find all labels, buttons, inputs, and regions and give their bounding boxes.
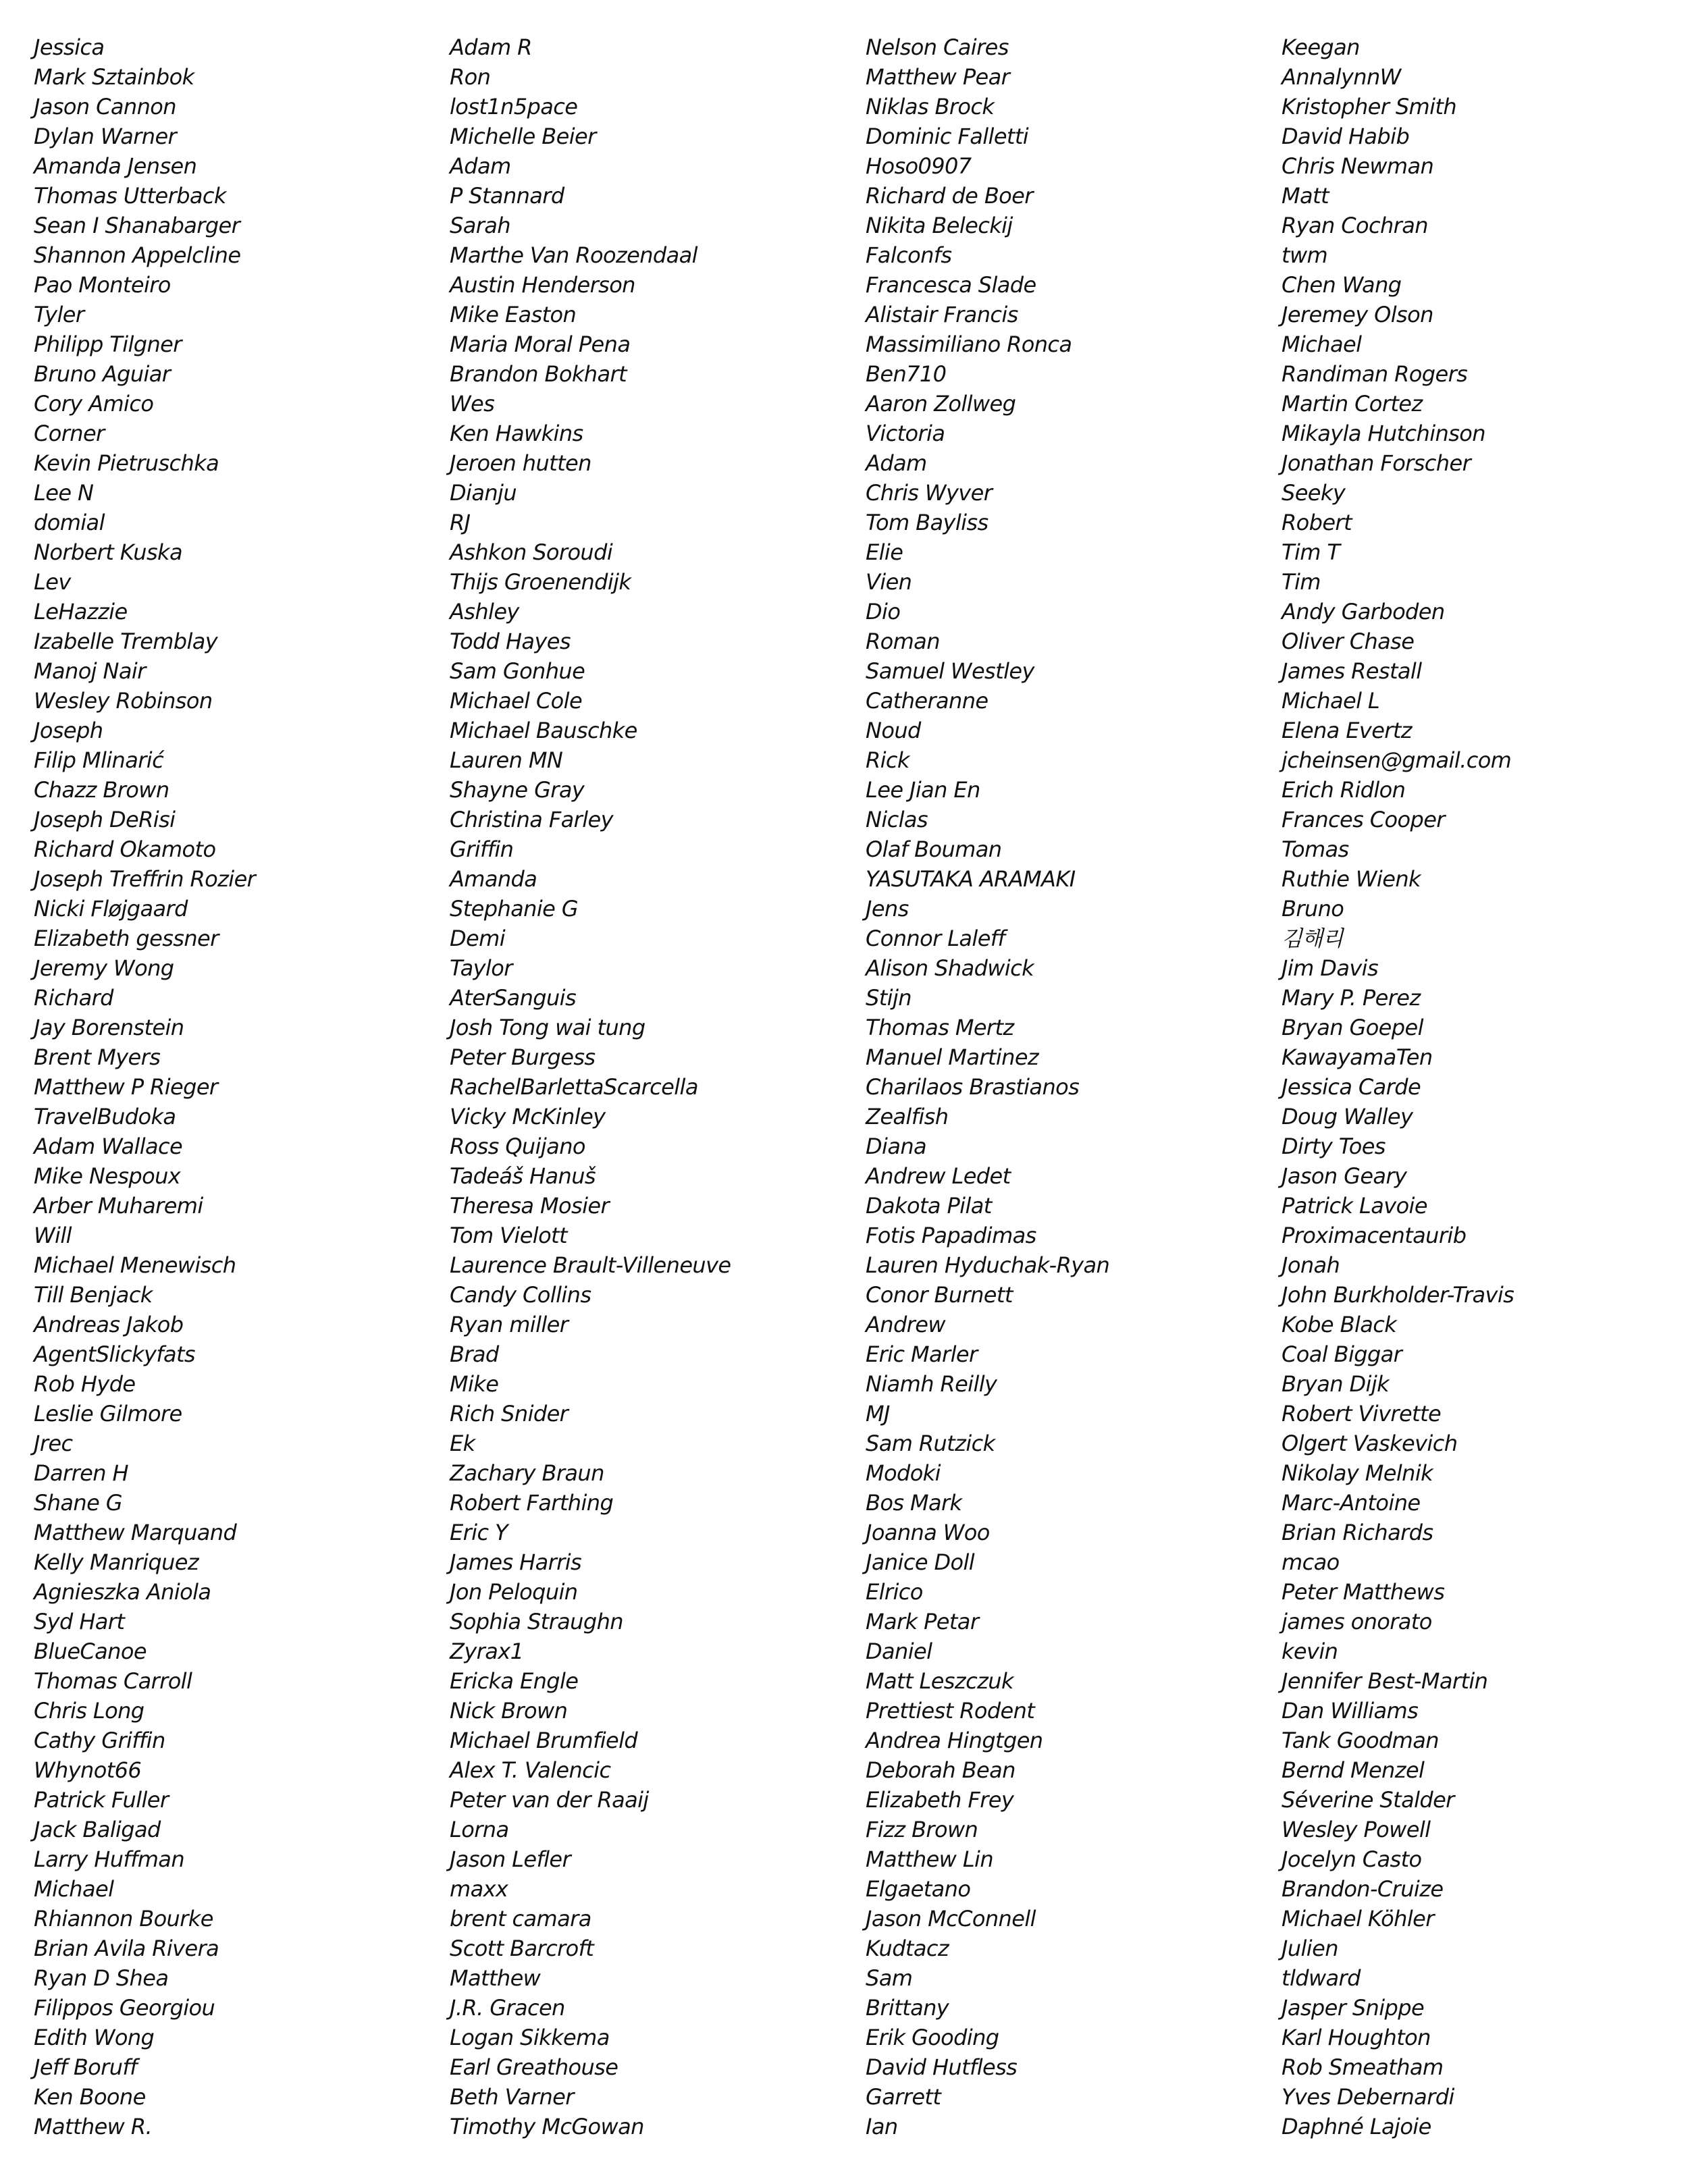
name-entry: domial bbox=[34, 510, 105, 535]
name-entry: Nikolay Melnik bbox=[1282, 1460, 1433, 1486]
name-entry: Amanda bbox=[450, 866, 537, 892]
name-entry: Shane G bbox=[34, 1490, 122, 1516]
name-entry: Philipp Tilgner bbox=[34, 331, 182, 357]
name-entry: Ruthie Wienk bbox=[1282, 866, 1421, 892]
name-entry: james onorato bbox=[1282, 1609, 1432, 1634]
name-entry: Prettiest Rodent bbox=[866, 1698, 1035, 1724]
name-entry: Diana bbox=[866, 1134, 927, 1159]
name-entry: Coal Biggar bbox=[1282, 1341, 1402, 1367]
name-entry: Bruno bbox=[1282, 896, 1344, 922]
name-entry: Amanda Jensen bbox=[34, 153, 197, 179]
name-entry: Brandon-Cruize bbox=[1282, 1876, 1444, 1902]
name-entry: Adam bbox=[450, 153, 511, 179]
name-entry: Izabelle Tremblay bbox=[34, 629, 218, 654]
name-entry: Michael bbox=[34, 1876, 114, 1902]
name-entry: Nikita Beleckij bbox=[866, 213, 1013, 238]
name-entry: Ryan Cochran bbox=[1282, 213, 1428, 238]
name-entry: Tom Bayliss bbox=[866, 510, 988, 535]
name-entry: Patrick Fuller bbox=[34, 1787, 169, 1813]
name-entry: Adam R bbox=[450, 34, 532, 60]
name-entry: Nick Brown bbox=[450, 1698, 568, 1724]
name-entry: Matthew P Rieger bbox=[34, 1074, 218, 1100]
name-entry: Rob Smeatham bbox=[1282, 2054, 1444, 2080]
name-entry: Robert Vivrette bbox=[1282, 1401, 1442, 1427]
name-entry: Seeky bbox=[1282, 480, 1346, 506]
name-entry: Andreas Jakob bbox=[34, 1312, 184, 1337]
name-entry: Noud bbox=[866, 718, 921, 743]
name-entry: Adam Wallace bbox=[34, 1134, 183, 1159]
name-entry: Yves Debernardi bbox=[1282, 2084, 1454, 2110]
name-entry: Manuel Martinez bbox=[866, 1044, 1039, 1070]
name-entry: Zyrax1 bbox=[450, 1639, 524, 1664]
name-entry: Fizz Brown bbox=[866, 1817, 978, 1842]
name-entry: Agnieszka Aniola bbox=[34, 1579, 211, 1605]
name-entry: Dianju bbox=[450, 480, 517, 506]
name-entry: MJ bbox=[866, 1401, 890, 1427]
name-entry: Catheranne bbox=[866, 688, 988, 714]
name-entry: Corner bbox=[34, 421, 105, 446]
name-entry: Michael Cole bbox=[450, 688, 583, 714]
name-entry: Joanna Woo bbox=[866, 1520, 990, 1545]
name-entry: Lee Jian En bbox=[866, 777, 980, 803]
name-entry: Matt Leszczuk bbox=[866, 1668, 1013, 1694]
name-entry: Lorna bbox=[450, 1817, 509, 1842]
name-entry: RJ bbox=[450, 510, 471, 535]
name-entry: Bruno Aguiar bbox=[34, 361, 171, 387]
name-entry: Tim bbox=[1282, 569, 1321, 595]
name-entry: Sarah bbox=[450, 213, 510, 238]
name-entry: Arber Muharemi bbox=[34, 1193, 203, 1219]
name-entry: Ron bbox=[450, 64, 491, 90]
name-entry: Martin Cortez bbox=[1282, 391, 1423, 417]
name-entry: kevin bbox=[1282, 1639, 1338, 1664]
name-entry: Jonathan Forscher bbox=[1282, 450, 1471, 476]
name-entry: Thomas Mertz bbox=[866, 1015, 1014, 1040]
name-entry: maxx bbox=[450, 1876, 508, 1902]
name-entry: Aaron Zollweg bbox=[866, 391, 1016, 417]
name-entry: Sam Gonhue bbox=[450, 658, 585, 684]
name-entry: J.R. Gracen bbox=[450, 1995, 565, 2021]
name-entry: Andy Garboden bbox=[1282, 599, 1445, 624]
name-entry: Andrea Hingtgen bbox=[866, 1728, 1043, 1753]
name-entry: Filippos Georgiou bbox=[34, 1995, 215, 2021]
name-entry: Jason Cannon bbox=[34, 94, 176, 119]
name-entry: Roman bbox=[866, 629, 940, 654]
name-entry: P Stannard bbox=[450, 183, 564, 209]
name-column-1 bbox=[34, 32, 255, 2141]
name-entry: Marc-Antoine bbox=[1282, 1490, 1421, 1516]
name-entry: Mary P. Perez bbox=[1282, 985, 1421, 1011]
name-entry: Michael Bauschke bbox=[450, 718, 637, 743]
name-entry: James Harris bbox=[450, 1549, 582, 1575]
name-entry: Chazz Brown bbox=[34, 777, 169, 803]
name-entry: Marthe Van Roozendaal bbox=[450, 242, 697, 268]
name-entry: Francesca Slade bbox=[866, 272, 1036, 298]
name-entry: Vicky McKinley bbox=[450, 1104, 606, 1129]
name-entry: Jeff Boruff bbox=[34, 2054, 137, 2080]
name-entry: Elrico bbox=[866, 1579, 923, 1605]
name-entry: Jasper Snippe bbox=[1282, 1995, 1425, 2021]
name-entry: Jeremy Wong bbox=[34, 955, 174, 981]
name-entry: Beth Varner bbox=[450, 2084, 574, 2110]
name-entry: Chris Wyver bbox=[866, 480, 993, 506]
name-entry: Tank Goodman bbox=[1282, 1728, 1439, 1753]
name-entry: BlueCanoe bbox=[34, 1639, 147, 1664]
name-entry: AgentSlickyfats bbox=[34, 1341, 195, 1367]
name-entry: Daniel bbox=[866, 1639, 932, 1664]
name-entry: Michael bbox=[1282, 331, 1362, 357]
name-entry: John Burkholder-Travis bbox=[1282, 1282, 1514, 1308]
name-entry: Joseph Treffrin Rozier bbox=[34, 866, 256, 892]
name-entry: Matt bbox=[1282, 183, 1329, 209]
name-entry: Julien bbox=[1282, 1936, 1338, 1961]
name-entry: David Habib bbox=[1282, 124, 1410, 149]
name-entry: 김해리 bbox=[1282, 926, 1343, 951]
name-entry: Bryan Dijk bbox=[1282, 1371, 1390, 1397]
name-entry: Elena Evertz bbox=[1282, 718, 1413, 743]
name-entry: Olaf Bouman bbox=[866, 836, 1002, 862]
name-entry: Josh Tong wai tung bbox=[450, 1015, 645, 1040]
name-entry: Sophia Straughn bbox=[450, 1609, 623, 1634]
name-entry: Jennifer Best-Martin bbox=[1282, 1668, 1488, 1694]
name-entry: Jon Peloquin bbox=[450, 1579, 578, 1605]
name-entry: Chen Wang bbox=[1282, 272, 1402, 298]
name-entry: Kudtacz bbox=[866, 1936, 949, 1961]
name-entry: Sam Rutzick bbox=[866, 1431, 995, 1456]
name-entry: Joseph DeRisi bbox=[34, 807, 176, 832]
name-entry: Cory Amico bbox=[34, 391, 154, 417]
name-entry: Lauren Hyduchak-Ryan bbox=[866, 1252, 1110, 1278]
name-entry: Jrec bbox=[34, 1431, 73, 1456]
name-entry: Janice Doll bbox=[866, 1549, 975, 1575]
name-entry: Andrew Ledet bbox=[866, 1163, 1011, 1189]
name-entry: Tyler bbox=[34, 302, 84, 327]
name-entry: Dan Williams bbox=[1282, 1698, 1419, 1724]
name-entry: Zealfish bbox=[866, 1104, 949, 1129]
name-entry: Michael Brumfield bbox=[450, 1728, 638, 1753]
name-entry: Sam bbox=[866, 1965, 913, 1991]
name-entry: Scott Barcroft bbox=[450, 1936, 594, 1961]
name-entry: Alistair Francis bbox=[866, 302, 1018, 327]
name-entry: Matthew R. bbox=[34, 2114, 153, 2139]
name-entry: Mark Sztainbok bbox=[34, 64, 194, 90]
name-entry: Dakota Pilat bbox=[866, 1193, 992, 1219]
name-entry: Brian Avila Rivera bbox=[34, 1936, 219, 1961]
name-entry: Elizabeth Frey bbox=[866, 1787, 1014, 1813]
name-entry: Thomas Utterback bbox=[34, 183, 226, 209]
name-entry: Edith Wong bbox=[34, 2025, 155, 2050]
name-entry: Christina Farley bbox=[450, 807, 613, 832]
name-entry: Rhiannon Bourke bbox=[34, 1906, 213, 1932]
name-entry: Michael L bbox=[1282, 688, 1380, 714]
name-entry: Richard Okamoto bbox=[34, 836, 216, 862]
name-entry: Leslie Gilmore bbox=[34, 1401, 182, 1427]
name-entry: Michelle Beier bbox=[450, 124, 596, 149]
name-entry: Andrew bbox=[866, 1312, 945, 1337]
name-entry: Ben710 bbox=[866, 361, 947, 387]
name-entry: Proximacentaurib bbox=[1282, 1223, 1467, 1248]
name-entry: Richard de Boer bbox=[866, 183, 1033, 209]
name-entry: Karl Houghton bbox=[1282, 2025, 1431, 2050]
name-entry: Kelly Manriquez bbox=[34, 1549, 199, 1575]
name-entry: Demi bbox=[450, 926, 505, 951]
name-entry: Mikayla Hutchinson bbox=[1282, 421, 1485, 446]
name-entry: Garrett bbox=[866, 2084, 941, 2110]
name-entry: Rob Hyde bbox=[34, 1371, 136, 1397]
name-entry: Will bbox=[34, 1223, 72, 1248]
name-entry: Adam bbox=[866, 450, 927, 476]
name-entry: mcao bbox=[1282, 1549, 1340, 1575]
name-entry: Laurence Brault-Villeneuve bbox=[450, 1252, 731, 1278]
name-entry: Taylor bbox=[450, 955, 512, 981]
name-entry: Hoso0907 bbox=[866, 153, 972, 179]
name-entry: Stijn bbox=[866, 985, 912, 1011]
name-entry: Ryan miller bbox=[450, 1312, 569, 1337]
name-entry: Séverine Stalder bbox=[1282, 1787, 1454, 1813]
name-entry: Chris Long bbox=[34, 1698, 144, 1724]
name-entry: Austin Henderson bbox=[450, 272, 635, 298]
name-entry: Daphné Lajoie bbox=[1282, 2114, 1431, 2139]
name-entry: Todd Hayes bbox=[450, 629, 571, 654]
name-entry: Massimiliano Ronca bbox=[866, 331, 1072, 357]
name-entry: Mike bbox=[450, 1371, 499, 1397]
name-entry: Erich Ridlon bbox=[1282, 777, 1406, 803]
name-column-3 bbox=[866, 32, 1109, 2141]
name-entry: Jonah bbox=[1282, 1252, 1340, 1278]
name-entry: Earl Greathouse bbox=[450, 2054, 618, 2080]
name-entry: Peter van der Raaij bbox=[450, 1787, 649, 1813]
name-entry: Alison Shadwick bbox=[866, 955, 1034, 981]
name-entry: Bryan Goepel bbox=[1282, 1015, 1423, 1040]
name-entry: tldward bbox=[1282, 1965, 1361, 1991]
name-entry: Fotis Papadimas bbox=[866, 1223, 1036, 1248]
name-entry: Kobe Black bbox=[1282, 1312, 1397, 1337]
name-entry: Charilaos Brastianos bbox=[866, 1074, 1080, 1100]
name-entry: Elgaetano bbox=[866, 1876, 971, 1902]
name-entry: Oliver Chase bbox=[1282, 629, 1415, 654]
name-entry: Dirty Toes bbox=[1282, 1134, 1386, 1159]
name-entry: Jason Lefler bbox=[450, 1846, 571, 1872]
name-entry: Rick bbox=[866, 747, 909, 773]
name-entry: Kevin Pietruschka bbox=[34, 450, 219, 476]
name-entry: Nicki Fløjgaard bbox=[34, 896, 188, 922]
name-entry: Lev bbox=[34, 569, 71, 595]
name-entry: Larry Huffman bbox=[34, 1846, 184, 1872]
name-entry: Tomas bbox=[1282, 836, 1349, 862]
name-entry: Ashley bbox=[450, 599, 519, 624]
name-entry: Brandon Bokhart bbox=[450, 361, 627, 387]
name-entry: Cathy Griffin bbox=[34, 1728, 165, 1753]
name-entry: Jack Baligad bbox=[34, 1817, 161, 1842]
name-entry: Wesley Robinson bbox=[34, 688, 213, 714]
name-entry: Brian Richards bbox=[1282, 1520, 1433, 1545]
name-entry: Nelson Caires bbox=[866, 34, 1009, 60]
name-entry: Syd Hart bbox=[34, 1609, 125, 1634]
name-entry: Jason McConnell bbox=[866, 1906, 1036, 1932]
name-entry: Ian bbox=[866, 2114, 898, 2139]
name-entry: Brittany bbox=[866, 1995, 949, 2021]
name-entry: Jason Geary bbox=[1282, 1163, 1407, 1189]
name-entry: Richard bbox=[34, 985, 113, 1011]
name-entry: Vien bbox=[866, 569, 912, 595]
name-entry: Michael Köhler bbox=[1282, 1906, 1434, 1932]
name-entry: Kristopher Smith bbox=[1282, 94, 1457, 119]
name-entry: Jeroen hutten bbox=[450, 450, 591, 476]
name-entry: KawayamaTen bbox=[1282, 1044, 1433, 1070]
name-entry: Wesley Powell bbox=[1282, 1817, 1431, 1842]
name-entry: Shannon Appelcline bbox=[34, 242, 241, 268]
name-column-4 bbox=[1282, 32, 1514, 2141]
name-entry: Randiman Rogers bbox=[1282, 361, 1468, 387]
name-entry: Ericka Engle bbox=[450, 1668, 579, 1694]
name-entry: Matthew Lin bbox=[866, 1846, 994, 1872]
name-entry: Theresa Mosier bbox=[450, 1193, 610, 1219]
name-entry: Michael Menewisch bbox=[34, 1252, 236, 1278]
name-entry: jcheinsen@gmail.com bbox=[1282, 747, 1512, 773]
name-entry: Mark Petar bbox=[866, 1609, 979, 1634]
name-entry: AnnalynnW bbox=[1282, 64, 1401, 90]
name-entry: Ross Quijano bbox=[450, 1134, 585, 1159]
name-entry: Timothy McGowan bbox=[450, 2114, 644, 2139]
name-entry: TravelBudoka bbox=[34, 1104, 176, 1129]
name-entry: Peter Matthews bbox=[1282, 1579, 1445, 1605]
name-entry: Filip Mlinarić bbox=[34, 747, 164, 773]
name-entry: Patrick Lavoie bbox=[1282, 1193, 1427, 1219]
name-entry: Ashkon Soroudi bbox=[450, 539, 613, 565]
name-entry: Brad bbox=[450, 1341, 499, 1367]
name-entry: Bernd Menzel bbox=[1282, 1757, 1425, 1783]
name-entry: Thomas Carroll bbox=[34, 1668, 192, 1694]
name-entry: Olgert Vaskevich bbox=[1282, 1431, 1458, 1456]
name-entry: Shayne Gray bbox=[450, 777, 585, 803]
name-entry: Griffin bbox=[450, 836, 514, 862]
name-entry: Conor Burnett bbox=[866, 1282, 1013, 1308]
name-entry: brent camara bbox=[450, 1906, 591, 1932]
name-entry: Jessica Carde bbox=[1282, 1074, 1421, 1100]
name-entry: Till Benjack bbox=[34, 1282, 153, 1308]
name-entry: Lauren MN bbox=[450, 747, 563, 773]
name-entry: AterSanguis bbox=[450, 985, 577, 1011]
name-entry: Eric Marler bbox=[866, 1341, 978, 1367]
name-entry: Rich Snider bbox=[450, 1401, 569, 1427]
name-entry: Frances Cooper bbox=[1282, 807, 1445, 832]
name-entry: Peter Burgess bbox=[450, 1044, 596, 1070]
name-entry: Brent Myers bbox=[34, 1044, 161, 1070]
name-entry: Samuel Westley bbox=[866, 658, 1034, 684]
name-entry: Niklas Brock bbox=[866, 94, 995, 119]
name-entry: Pao Monteiro bbox=[34, 272, 171, 298]
name-entry: Niamh Reilly bbox=[866, 1371, 997, 1397]
name-entry: Doug Walley bbox=[1282, 1104, 1413, 1129]
name-entry: Matthew Pear bbox=[866, 64, 1010, 90]
name-entry: David Hutfless bbox=[866, 2054, 1018, 2080]
name-entry: Erik Gooding bbox=[866, 2025, 999, 2050]
name-entry: Mike Easton bbox=[450, 302, 577, 327]
name-entry: Maria Moral Pena bbox=[450, 331, 631, 357]
name-entry: Niclas bbox=[866, 807, 928, 832]
name-entry: Jim Davis bbox=[1282, 955, 1379, 981]
name-entry: Whynot66 bbox=[34, 1757, 142, 1783]
name-column-2 bbox=[450, 32, 731, 2141]
name-entry: Ken Hawkins bbox=[450, 421, 583, 446]
name-entry: Dylan Warner bbox=[34, 124, 177, 149]
name-entry: Tim T bbox=[1282, 539, 1340, 565]
name-entry: Chris Newman bbox=[1282, 153, 1434, 179]
name-entry: Bos Mark bbox=[866, 1490, 962, 1516]
name-entry: twm bbox=[1282, 242, 1328, 268]
name-entry: Lee N bbox=[34, 480, 94, 506]
name-entry: Norbert Kuska bbox=[34, 539, 182, 565]
name-entry: Dominic Falletti bbox=[866, 124, 1029, 149]
name-entry: Mike Nespoux bbox=[34, 1163, 181, 1189]
name-entry: Tadeáš Hanuš bbox=[450, 1163, 596, 1189]
name-entry: Tom Vielott bbox=[450, 1223, 567, 1248]
name-entry: Connor Laleff bbox=[866, 926, 1005, 951]
name-entry: Jessica bbox=[34, 34, 105, 60]
name-entry: Logan Sikkema bbox=[450, 2025, 610, 2050]
name-entry: Elie bbox=[866, 539, 903, 565]
name-entry: Deborah Bean bbox=[866, 1757, 1016, 1783]
name-entry: Ek bbox=[450, 1431, 475, 1456]
name-entry: Candy Collins bbox=[450, 1282, 591, 1308]
name-entry: Jocelyn Casto bbox=[1282, 1846, 1422, 1872]
name-entry: RachelBarlettaScarcella bbox=[450, 1074, 698, 1100]
name-entry: Ryan D Shea bbox=[34, 1965, 169, 1991]
name-entry: Manoj Nair bbox=[34, 658, 146, 684]
name-entry: Thijs Groenendijk bbox=[450, 569, 631, 595]
name-entry: Falconfs bbox=[866, 242, 952, 268]
name-entry: Wes bbox=[450, 391, 495, 417]
name-entry: Jens bbox=[866, 896, 909, 922]
name-entry: Eric Y bbox=[450, 1520, 508, 1545]
name-entry: YASUTAKA ARAMAKI bbox=[866, 866, 1076, 892]
name-entry: LeHazzie bbox=[34, 599, 128, 624]
name-entry: Elizabeth gessner bbox=[34, 926, 219, 951]
name-entry: Darren H bbox=[34, 1460, 128, 1486]
name-entry: Victoria bbox=[866, 421, 945, 446]
name-entry: lost1n5pace bbox=[450, 94, 578, 119]
name-entry: Ken Boone bbox=[34, 2084, 146, 2110]
name-entry: Joseph bbox=[34, 718, 103, 743]
name-entry: Keegan bbox=[1282, 34, 1360, 60]
name-entry: Robert bbox=[1282, 510, 1352, 535]
name-entry: Robert Farthing bbox=[450, 1490, 614, 1516]
name-entry: Matthew bbox=[450, 1965, 541, 1991]
name-entry: Zachary Braun bbox=[450, 1460, 604, 1486]
name-entry: Stephanie G bbox=[450, 896, 578, 922]
name-entry: Sean I Shanabarger bbox=[34, 213, 240, 238]
name-entry: Dio bbox=[866, 599, 901, 624]
name-entry: Matthew Marquand bbox=[34, 1520, 237, 1545]
name-entry: Modoki bbox=[866, 1460, 941, 1486]
name-entry: Alex T. Valencic bbox=[450, 1757, 611, 1783]
name-entry: James Restall bbox=[1282, 658, 1422, 684]
name-entry: Jeremey Olson bbox=[1282, 302, 1433, 327]
name-entry: Jay Borenstein bbox=[34, 1015, 184, 1040]
